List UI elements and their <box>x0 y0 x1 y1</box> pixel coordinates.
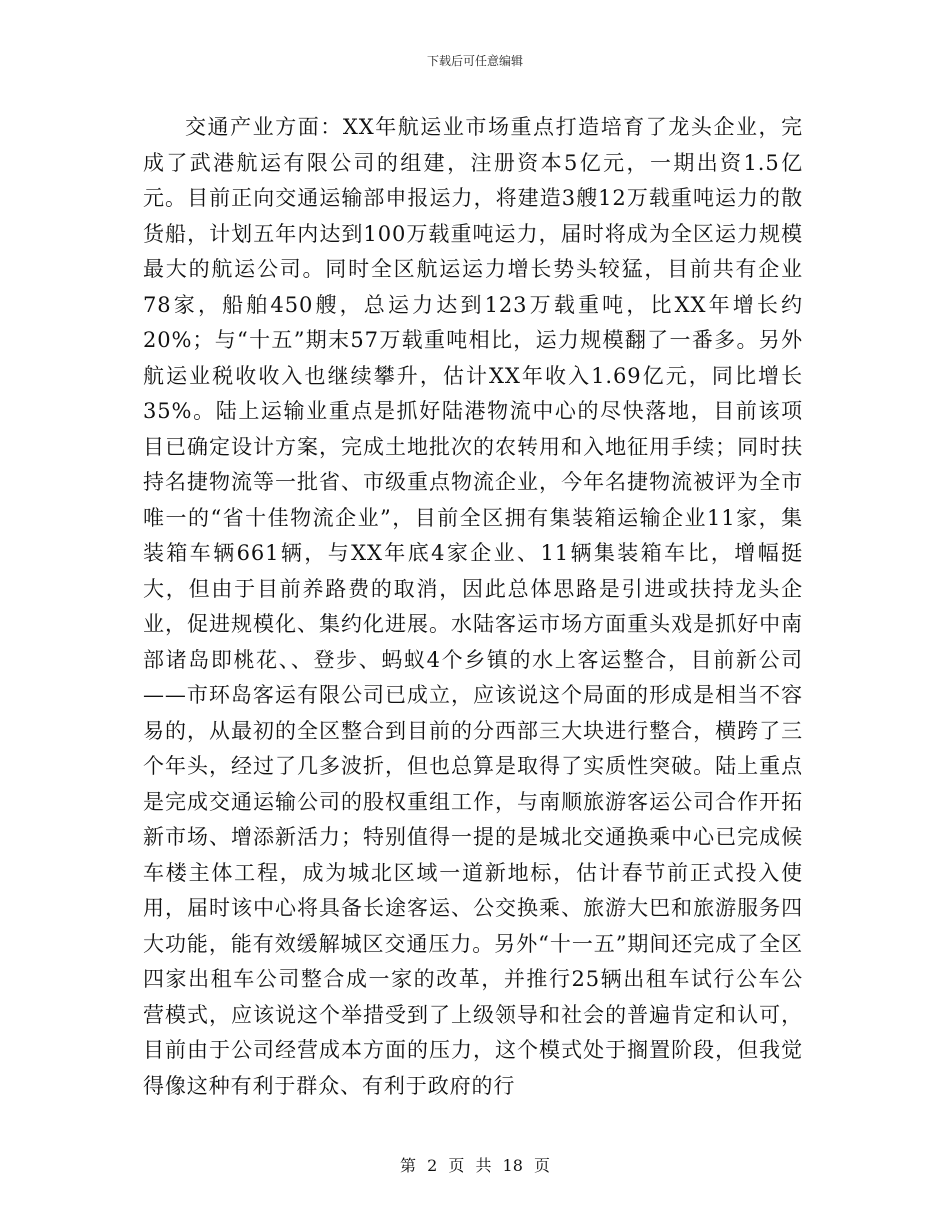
page-header: 下载后可任意编辑 <box>426 54 523 68</box>
page-footer: 第 2 页 共 18 页 <box>400 1156 550 1175</box>
body-paragraph: 交通产业方面：XX年航运业市场重点打造培育了龙头企业，完成了武港航运有限公司的组建，注册资本5亿元，一期出资1.5亿元。目前正向交通运输部申报运力，将建造3艘12万载重吨运力的散货船，计划五年内达到100万载重吨运力，届时将成为全区运力规模最大的航运公司。同时全区航运运力增长势头较猛，目前共有企业78家，船舶450艘，总运力达到123万载重吨，比XX年增长约20%；与“十五”期末57万载重吨相比，运力规模翻了一番多。另外航运业税收收入也继续攀升，估计XX年收入1.69亿元，同比增长35%。陆上运输业重点是抓好陆港物流中心的尽快落地，目前该项目已确定设计方案，完成土地批次的农转用和入地征用手续；同时扶持名捷物流等一批省、市级重点物流企业，今年名捷物流被评为全市唯一的“省十佳物流企业”，目前全区拥有集装箱运输企业11家，集装箱车辆661辆，与XX年底4家企业、11辆集装箱车比，增幅挺大，但由于目前养路费的取消，因此总体思路是引进或扶持龙头企业，促进规模化、集约化进展。水陆客运市场方面重头戏是抓好中南部诸岛即桃花、、登步、蚂蚁4个乡镇的水上客运整合，目前新公司——市环岛客运有限公司已成立，应该说这个局面的形成是相当不容易的，从最初的全区整合到目前的分西部三大块进行整合，横跨了三个年头，经过了几多波折，但也总算是取得了实质性突破。陆上重点是完成交通运输公司的股权重组工作，与南顺旅游客运公司合作开拓新市场、增添新活力；特别值得一提的是城北交通换乘中心已完成候车楼主体工程，成为城北区域一道新地标，估计春节前正式投入使用，届时该中心将具备长途客运、公交换乘、旅游大巴和旅游服务四大功能，能有效缓解城区交通压力。另外“十一五”期间还完成了全区四家出租车公司整合成一家的改革，并推行25辆出租车试行公车公营模式，应该说这个举措受到了上级领导和社会的普遍肯定和认可，目前由于公司经营成本方面的压力，这个模式处于搁置阶段，但我觉得像这种有利于群众、有利于政府的行 <box>143 115 803 1098</box>
